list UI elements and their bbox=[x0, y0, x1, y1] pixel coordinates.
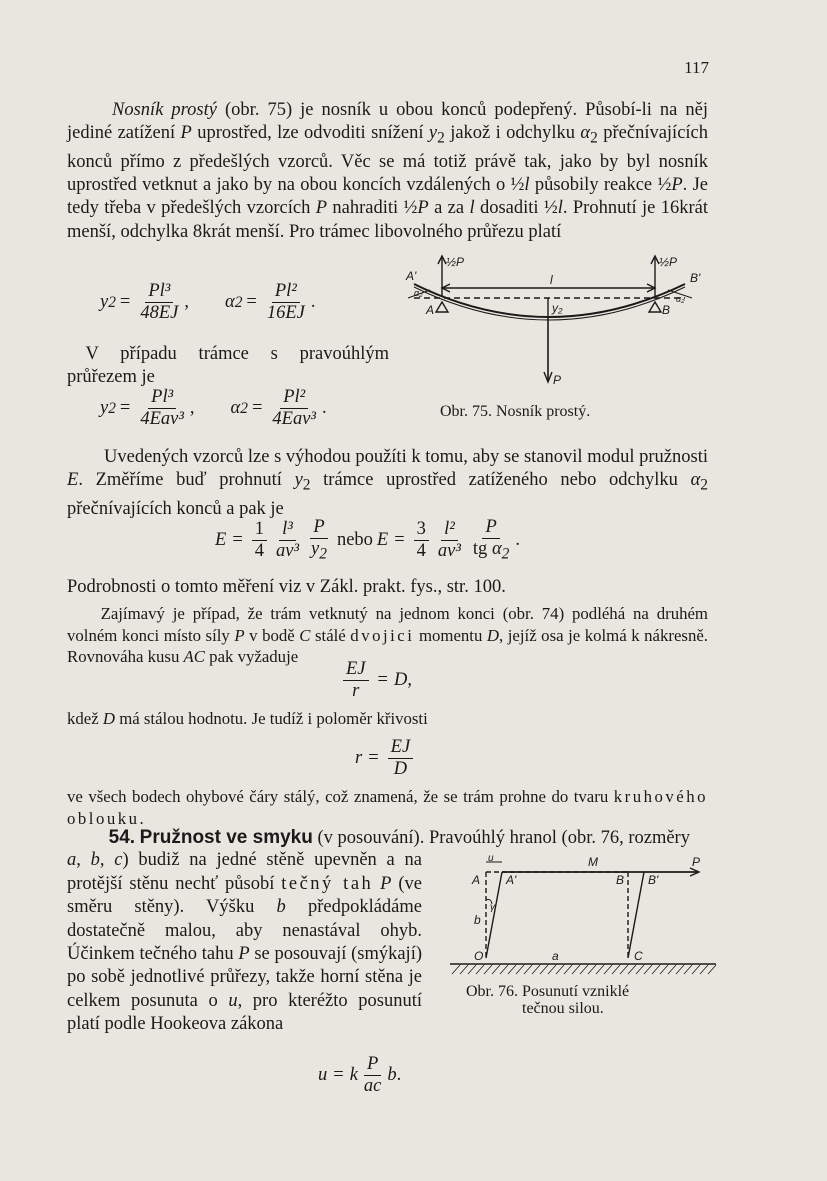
sheared-left-edge bbox=[486, 872, 502, 958]
var: E bbox=[215, 530, 227, 551]
fraction bbox=[264, 282, 308, 324]
fraction-half: ½ bbox=[543, 198, 558, 219]
label-alpha-right: α₂ bbox=[676, 294, 685, 304]
equals: = bbox=[333, 1065, 344, 1086]
formula-modulus bbox=[215, 518, 520, 563]
var: b bbox=[90, 850, 100, 871]
label-b: B bbox=[662, 303, 671, 317]
dot: . bbox=[321, 398, 327, 419]
var: y bbox=[100, 292, 109, 313]
paragraph-simple-beam-a bbox=[67, 99, 708, 244]
text: Podrobnosti o tomto měření viz v Zákl. prakt. fys., str. 100. bbox=[67, 577, 506, 597]
var: y bbox=[311, 539, 320, 560]
var: u bbox=[318, 1065, 328, 1086]
ground-hatching bbox=[452, 965, 716, 974]
text: uprostřed, lze odvoditi snížení bbox=[191, 123, 429, 144]
page-number: 117 bbox=[684, 58, 709, 77]
equals: = bbox=[377, 670, 388, 691]
numerator: l² bbox=[441, 520, 458, 541]
denominator: ac bbox=[363, 1076, 382, 1097]
section-54-body: a, b, c) budiž na jedné stěně upevněn a na protější stěnu nechť působí tečný tah P (ve směru stěny). Výšku b předpokládáme dostatečně malou, aby nenastával ohyb. Účinkem tečného tahu P se posouvají (smýkají) po sobě jednotlivé průřezy, takže horní stěna je celkem posunuta o u, pro kteréžto posunutí platí podle Hookeova zákona bbox=[67, 850, 422, 1035]
var: b bbox=[387, 1065, 397, 1086]
fraction bbox=[137, 388, 187, 430]
text: působily reakce bbox=[529, 174, 658, 195]
figure-75-simple-beam bbox=[400, 250, 720, 400]
text: (obr. 75) je nosník u obou konců podepřený. Působí-li na něj jediné zatížení bbox=[67, 100, 708, 144]
text: , jejíž osa je kolmá k nákresně. Rovnováha kusu bbox=[67, 625, 708, 666]
label-alpha-left: α₂ bbox=[414, 288, 423, 298]
sub: 2 bbox=[240, 399, 248, 417]
denominator: 16EJ bbox=[266, 303, 305, 324]
numerator: EJ bbox=[343, 660, 369, 681]
text: , pro kteréžto posunutí platí podle Hookeova zákona bbox=[67, 990, 422, 1035]
var: P bbox=[380, 873, 392, 894]
fraction bbox=[470, 518, 512, 563]
var: AC bbox=[183, 647, 205, 666]
var: P bbox=[417, 198, 429, 219]
var: u bbox=[228, 990, 238, 1011]
formula-general-section bbox=[100, 282, 316, 324]
fraction bbox=[273, 520, 302, 562]
text: ve všech bodech ohybové čáry stálý, což znamená, že se trám prohne do tvaru bbox=[67, 787, 614, 806]
text: . Změříme buď prohnutí bbox=[78, 470, 295, 491]
numerator: 3 bbox=[414, 520, 429, 541]
equals: = bbox=[232, 530, 243, 551]
tg: tg bbox=[472, 539, 488, 560]
formula-radius bbox=[355, 738, 416, 780]
text: kdež bbox=[67, 709, 103, 728]
denominator: 4 bbox=[416, 541, 426, 562]
denominator: r bbox=[352, 681, 360, 702]
deflected-beam-lower bbox=[414, 287, 685, 320]
paragraph-radius bbox=[67, 708, 708, 730]
text: . Je tedy třeba v předešlých vzorcích bbox=[67, 174, 708, 219]
sub: 2 bbox=[501, 546, 510, 564]
paragraph-modulus bbox=[67, 446, 708, 521]
var: b bbox=[276, 897, 286, 918]
var: P bbox=[238, 944, 250, 965]
sub: 2 bbox=[590, 130, 598, 148]
var: y bbox=[428, 123, 438, 144]
var: D bbox=[393, 670, 408, 691]
equals: = bbox=[119, 292, 131, 313]
label-p: P bbox=[553, 373, 562, 387]
denominator: 4Eav³ bbox=[140, 409, 184, 430]
text: přečnívajících konců a pak je bbox=[67, 498, 284, 519]
term-simple-beam: Nosník prostý bbox=[112, 100, 217, 120]
var: P bbox=[234, 625, 245, 645]
spaced-word: kruhového oblouku bbox=[67, 787, 708, 828]
equals: = bbox=[368, 748, 379, 769]
var: P bbox=[180, 123, 192, 144]
var: C bbox=[299, 625, 311, 645]
numerator: 1 bbox=[252, 520, 267, 541]
label-a-width: a bbox=[552, 949, 559, 963]
var: c bbox=[114, 850, 123, 871]
var: a bbox=[67, 850, 77, 871]
text: a za bbox=[428, 198, 470, 219]
var: P bbox=[671, 174, 683, 195]
denominator: 4 bbox=[254, 541, 264, 562]
label-b-prime: B' bbox=[648, 873, 659, 887]
text: V případu trámce s pravoúhlým průřezem je bbox=[67, 344, 389, 388]
label-a: A bbox=[426, 303, 435, 317]
label-b-height: b bbox=[474, 913, 481, 927]
text: jakož i odchylku bbox=[444, 123, 581, 144]
text: dosaditi bbox=[474, 198, 544, 219]
fraction bbox=[269, 388, 319, 430]
paragraph-circular-arc bbox=[67, 786, 708, 829]
section-number: 54. bbox=[108, 827, 136, 848]
dot: . bbox=[515, 530, 520, 551]
label-u: u bbox=[488, 853, 494, 864]
var: r bbox=[355, 748, 363, 769]
var: D bbox=[102, 709, 115, 728]
denominator: 48EJ bbox=[140, 303, 179, 324]
fraction bbox=[308, 518, 330, 563]
numerator: l³ bbox=[279, 520, 296, 541]
denominator bbox=[308, 539, 330, 563]
var: y bbox=[294, 470, 303, 491]
fraction-half: ½ bbox=[403, 198, 418, 219]
label-c: C bbox=[634, 949, 643, 963]
label-p: P bbox=[692, 855, 701, 869]
dot: . bbox=[310, 292, 316, 313]
word-nebo: nebo bbox=[336, 530, 373, 551]
paragraph-couple bbox=[67, 603, 708, 668]
spaced-word: dvojici bbox=[350, 625, 415, 645]
deflected-beam bbox=[414, 284, 685, 317]
numerator: Pl² bbox=[280, 388, 308, 409]
var: y bbox=[100, 398, 109, 419]
figure-75-caption: Obr. 75. Nosník prostý. bbox=[440, 403, 591, 420]
label-o: O bbox=[474, 949, 484, 963]
var: α bbox=[690, 470, 701, 491]
fraction bbox=[435, 520, 464, 562]
equals: = bbox=[394, 530, 405, 551]
sub: 2 bbox=[700, 477, 708, 495]
var: α bbox=[580, 123, 591, 144]
text: má stálou hodnotu. Je tudíž i poloměr křivosti bbox=[115, 709, 428, 728]
var: α bbox=[225, 292, 235, 313]
var: l bbox=[524, 174, 530, 195]
sheared-right-edge bbox=[628, 872, 644, 958]
formula-rectangular-section bbox=[100, 388, 327, 430]
equals: = bbox=[119, 398, 131, 419]
dot: . bbox=[396, 1065, 402, 1086]
numerator: Pl³ bbox=[145, 282, 173, 303]
text: předpokládáme dostatečně malou, aby nenastával ohyb. Účinkem tečného tahu bbox=[67, 897, 422, 965]
text: (ve směru stěny). Výšku bbox=[67, 873, 422, 918]
text: stálé bbox=[310, 625, 351, 645]
label-a: A bbox=[472, 873, 481, 887]
fraction bbox=[361, 1055, 384, 1097]
comma: , bbox=[189, 398, 195, 419]
numerator: Pl² bbox=[272, 282, 300, 303]
fraction bbox=[343, 660, 369, 702]
numerator: Pl³ bbox=[148, 388, 176, 409]
denominator: av³ bbox=[437, 541, 461, 562]
numerator: P bbox=[310, 518, 327, 539]
fraction-half: ½ bbox=[657, 174, 672, 195]
figure-76-caption-line1: Obr. 76. Posunutí vzniklé bbox=[466, 983, 630, 1000]
sub: 2 bbox=[437, 130, 445, 148]
var: E bbox=[67, 470, 79, 491]
comma: , bbox=[407, 670, 412, 691]
support-left bbox=[436, 302, 448, 312]
denominator: av³ bbox=[276, 541, 300, 562]
var: k bbox=[349, 1065, 358, 1086]
text: pak vyžaduje bbox=[204, 647, 299, 666]
numerator: EJ bbox=[388, 738, 414, 759]
var: l bbox=[469, 198, 475, 219]
var: l bbox=[557, 198, 563, 219]
section-title: Pružnost ve smyku bbox=[139, 827, 313, 848]
section-54-heading bbox=[67, 826, 708, 850]
text: přečnívajících konců přímo z předešlých vzorců. Věc se má totiž právě tak, jako by byl nosník uprostřed vetknut a jako by na obou koncích vzdálených o bbox=[67, 123, 709, 195]
text: nahraditi bbox=[327, 198, 404, 219]
spaced-word: tečný tah bbox=[281, 873, 374, 894]
label-half-p-right: ½P bbox=[659, 255, 678, 269]
equals: = bbox=[246, 292, 257, 313]
denominator bbox=[470, 539, 512, 563]
sub: 2 bbox=[108, 293, 116, 311]
label-b-prime: B' bbox=[690, 271, 701, 285]
label-b: B bbox=[616, 873, 625, 887]
text: se posouvají (smýkají) po sobě jednotlivé průřezy, takže horní stěna je celkem posunuta o bbox=[67, 944, 422, 1011]
var: α bbox=[491, 539, 502, 560]
text: ) budiž na jedné stěně upevněn a na protější stěnu nechť působí bbox=[67, 850, 422, 894]
label-a-prime: A' bbox=[506, 873, 517, 887]
text: . Prohnutí je 16krát menší, odchylka 8krát menší. Pro trámec libovolného průřezu platí bbox=[67, 198, 708, 242]
var: P bbox=[315, 198, 328, 219]
label-y2: y₂ bbox=[552, 301, 563, 315]
sub: 2 bbox=[234, 293, 243, 311]
label-a-prime: A' bbox=[406, 269, 417, 283]
var: E bbox=[376, 530, 389, 551]
sub: 2 bbox=[319, 546, 327, 564]
fraction bbox=[414, 520, 429, 562]
fraction bbox=[137, 282, 181, 324]
numerator: P bbox=[364, 1055, 381, 1076]
comma: , bbox=[184, 292, 189, 313]
fraction-half: ½ bbox=[510, 174, 525, 195]
var: D bbox=[486, 625, 500, 645]
paragraph-rectangular bbox=[67, 343, 389, 390]
label-m: M bbox=[588, 855, 598, 869]
text: momentu bbox=[414, 625, 487, 645]
label-l: l bbox=[550, 273, 553, 287]
text: Zajímavý je případ, že trám vetknutý na jednom konci (obr. 74) podléhá na druhém volném konci místo síly bbox=[67, 604, 708, 645]
formula-hooke-shear bbox=[318, 1055, 401, 1097]
figure-76-shear-prism bbox=[448, 852, 718, 982]
label-half-p-left: ½P bbox=[446, 255, 465, 269]
figure-76-caption-line2: tečnou silou. bbox=[522, 1000, 604, 1017]
fraction bbox=[388, 738, 414, 780]
sub: 2 bbox=[108, 399, 116, 417]
text: Uvedených vzorců lze s výhodou použíti k tomu, aby se stanovil modul pružnosti bbox=[104, 447, 708, 467]
formula-equilibrium bbox=[340, 660, 412, 702]
fraction bbox=[252, 520, 267, 562]
var: α bbox=[230, 398, 241, 419]
text: v bodě bbox=[244, 625, 300, 645]
equals: = bbox=[251, 398, 263, 419]
text: (v posouvání). Pravoúhlý hranol (obr. 76, rozměry bbox=[312, 828, 690, 848]
text: trámce uprostřed zatíženého nebo odchylku bbox=[310, 470, 691, 491]
sub: 2 bbox=[302, 477, 311, 495]
paragraph-reference bbox=[67, 576, 708, 599]
denominator: D bbox=[393, 759, 408, 780]
text: . bbox=[139, 808, 144, 828]
denominator: 4Eav³ bbox=[272, 409, 316, 430]
numerator: P bbox=[482, 518, 499, 539]
label-gamma: γ bbox=[490, 902, 495, 913]
support-right bbox=[649, 302, 661, 312]
